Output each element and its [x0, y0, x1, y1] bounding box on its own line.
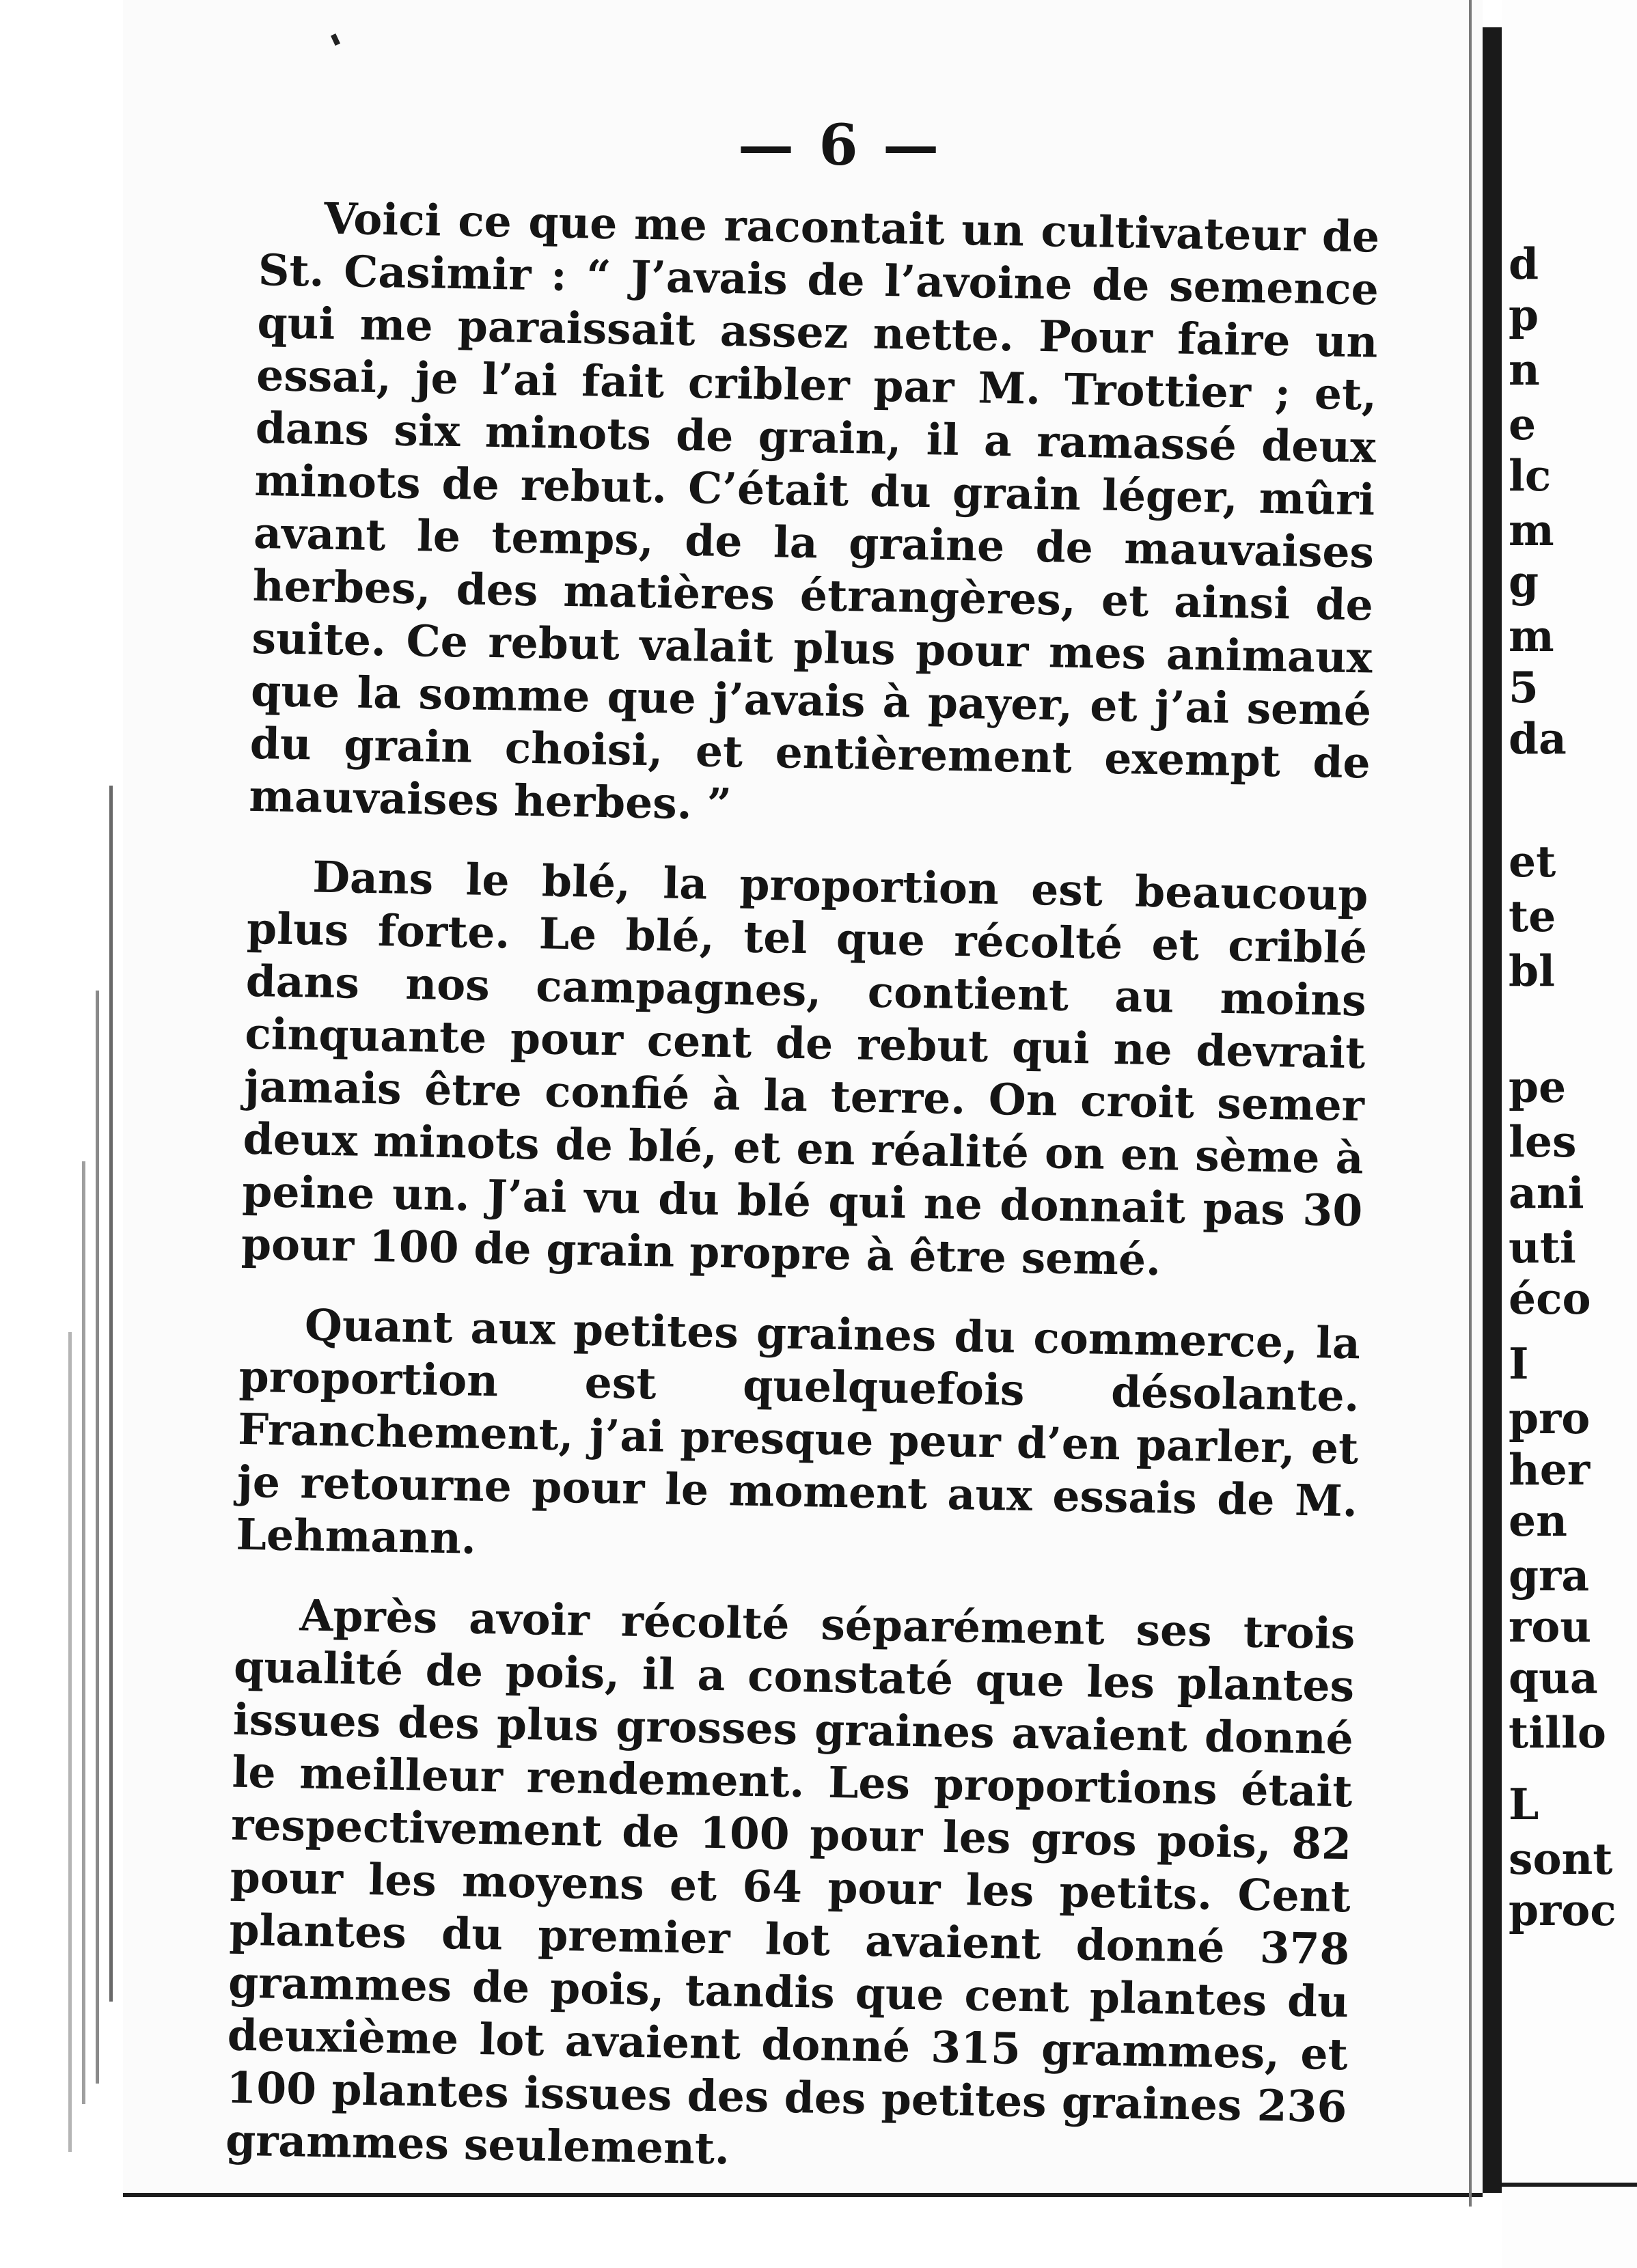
facing-fragment: e	[1509, 399, 1537, 450]
facing-page-bottom-edge	[1502, 2183, 1637, 2187]
facing-fragment: 5	[1509, 662, 1539, 713]
facing-fragment: her	[1509, 1444, 1591, 1495]
facing-fragment: p	[1509, 290, 1539, 340]
facing-fragment: n	[1509, 344, 1540, 395]
facing-fragment: gra	[1509, 1550, 1590, 1601]
facing-fragment: qua	[1509, 1652, 1598, 1703]
facing-fragment: pe	[1509, 1062, 1567, 1112]
left-page	[123, 0, 1483, 2197]
facing-fragment: les	[1509, 1116, 1577, 1167]
facing-fragment: sont	[1509, 1834, 1613, 1884]
page-edge-line	[68, 1332, 72, 2152]
facing-fragment: g	[1509, 556, 1539, 607]
paragraph-1: Voici ce que me racontait un cultivateur de St. Casimir : “ J’avais de l’avoine de semence qui me paraissait assez nette. Pour faire un essai, je l’ai fait cribler par M. Trottier ; et, dans six minots de grain, il a ramassé deux minots de rebut. C’était du grain léger, mûri avant le temps, de la graine de mauvaises herbes, des matières étrangères, et ainsi de suite. Ce rebut valait plus pour mes animaux que la somme que j’avais à payer, et j’ai semé du grain choisi, et entièrement exempt de mauvaises herbes. ”	[248, 193, 1380, 830]
facing-fragment: ani	[1509, 1167, 1584, 1218]
facing-fragment: pro	[1509, 1393, 1591, 1443]
page-number: — 6 —	[738, 113, 942, 178]
facing-fragment: L	[1509, 1779, 1539, 1829]
facing-fragment: en	[1509, 1495, 1567, 1546]
facing-fragment: da	[1509, 713, 1567, 764]
facing-fragment: éco	[1509, 1273, 1591, 1324]
facing-fragment: bl	[1509, 945, 1555, 996]
facing-fragment: tillo	[1509, 1707, 1606, 1758]
facing-fragment: rou	[1509, 1601, 1592, 1652]
facing-fragment: m	[1509, 611, 1554, 661]
gutter-edge	[1469, 0, 1472, 2207]
facing-fragment: lc	[1509, 450, 1552, 501]
facing-fragment: m	[1509, 505, 1554, 555]
facing-fragment: uti	[1509, 1222, 1576, 1273]
page-edge-line	[82, 1161, 85, 2104]
facing-page	[1502, 0, 1637, 2268]
facing-fragment: te	[1509, 891, 1556, 941]
paragraph-4: Après avoir récolté séparément ses trois qualité de pois, il a constaté que les plantes issues des plus grosses graines avaient donné le meilleur rendement. Les proportions était respectivement de 100 pour les gros pois, 82 pour les moyens et 64 pour les petits. Cent plantes du premier lot avaient donné 378 grammes de pois, tandis que cent plantes du deuxième lot avaient donné 315 grammes, et 100 plantes issues des des petites graines 236 grammes seulement.	[225, 1590, 1356, 2174]
facing-fragment: d	[1509, 238, 1539, 289]
paragraph-2: Dans le blé, la proportion est beaucoup plus forte. Le blé, tel que récolté et criblé dans nos campagnes, contient au moins cinquante pour cent de rebut qui ne devrait jamais être confié à la terre. On croit semer deux minots de blé, et en réalité on en sème à peine un. J’ai vu du blé qui ne donnait pas 30 pour 100 de grain propre à être semé.	[240, 851, 1368, 1286]
book-spine	[1483, 27, 1502, 2193]
facing-fragment: I	[1509, 1338, 1529, 1389]
facing-fragment: et	[1509, 836, 1556, 887]
page-edge-line	[109, 786, 113, 2002]
stacked-page-edges	[41, 0, 137, 2268]
paragraph-3: Quant aux petites graines du commerce, la proportion est quelquefois désolante. Franchement, j’ai presque peur d’en parler, et je retourne pour le moment aux essais de M. Lehmann.	[236, 1299, 1361, 1564]
page-edge-line	[96, 991, 99, 2084]
facing-fragment: proc	[1509, 1885, 1617, 1935]
page-body	[225, 191, 1380, 2213]
